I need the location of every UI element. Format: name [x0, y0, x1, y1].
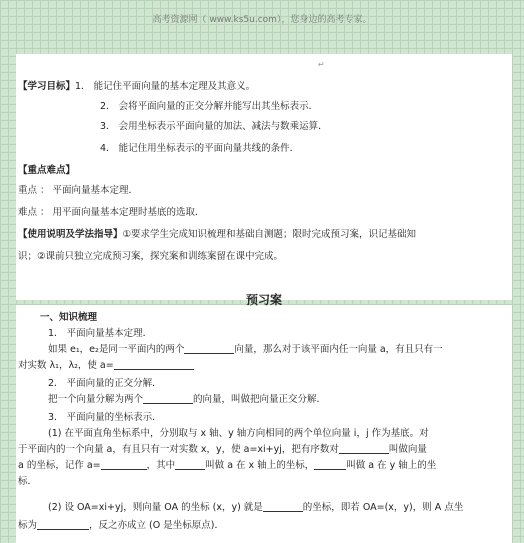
fill-blank-1[interactable]	[184, 343, 234, 354]
preview-title: 预习案	[245, 293, 282, 307]
fill-blank-7[interactable]	[314, 459, 346, 470]
key-point-text: 重点 ： 平面向量基本定理．	[18, 185, 139, 196]
item-3-line-c: a 的坐标，记作 a= ，其中 叫做 a 在 x 轴上的坐标， 叫做 a 在 y 轴上的坐	[18, 460, 437, 471]
learning-goals-line-4: 4． 能记住用坐标表示的平面向量共线的条件．	[100, 143, 300, 154]
fill-blank-2[interactable]	[114, 359, 194, 370]
learning-goals-line-1: 【学习目标】1． 能记住平面向量的基本定理及其意义。	[18, 81, 256, 92]
knowledge-section-heading: 一、知识梳理	[40, 312, 98, 323]
item-3-line-d: 标．	[18, 476, 38, 487]
learning-goals-line-2: 2． 会将平面向量的正交分解并能写出其坐标表示．	[100, 101, 319, 112]
fill-blank-5[interactable]	[101, 459, 147, 470]
usage-label: 【使用说明及学法指导】	[18, 229, 123, 240]
fill-blank-4[interactable]	[339, 443, 389, 454]
paragraph-mark: ↵	[318, 60, 325, 69]
key-points-label: 【重点难点】	[18, 165, 76, 176]
item-2-heading: 2． 平面向量的正交分解．	[48, 378, 162, 389]
document-page-bottom	[16, 293, 512, 543]
item-1-line-b: 对实数 λ₁，λ₂，使 a=	[18, 357, 194, 371]
fill-blank-3[interactable]	[143, 393, 193, 404]
item-3-line-a: (1) 在平面直角坐标系中，分别取与 x 轴、y 轴方向相同的两个单位向量 i，j 作为基底。对	[48, 428, 429, 439]
document-header	[0, 0, 524, 40]
usage-instructions-line-1: 【使用说明及学法指导】①要求学生完成知识梳理和基础自测题；限时完成预习案，识记基础知	[18, 229, 417, 240]
fill-blank-9[interactable]	[37, 519, 89, 530]
fill-blank-8[interactable]	[263, 501, 303, 512]
item-3-line-b: 于平面内的一个向量 a，有且只有一对实数 x，y，使 a=xi+yj，把有序数对 叫做向量	[18, 444, 427, 455]
item-2-line-a: 把一个向量分解为两个 的向量，叫做把向量正交分解．	[48, 394, 327, 405]
learning-goals-label: 【学习目标】	[18, 81, 76, 92]
item-1-line-a: 如果 e₁，e₂是同一平面内的两个 向量，那么对于该平面内任一向量 a，有且只有一	[48, 344, 443, 355]
item-3-heading: 3． 平面向量的坐标表示．	[48, 412, 162, 423]
hard-point-text: 难点 ： 用平面向量基本定理时基底的选取．	[18, 207, 205, 218]
usage-instructions-line-2: 识；②课前只独立完成预习案，探究案和训练案留在课中完成。	[18, 251, 284, 262]
header-text: 高考资源网（ www.ks5u.com），您身边的高考专家。	[152, 15, 372, 25]
item-1-heading: 1． 平面向量基本定理．	[48, 328, 153, 339]
learning-goals-line-3: 3． 会用坐标表示平面向量的加法、减法与数乘运算．	[100, 121, 328, 132]
document-page-top	[16, 54, 512, 300]
item-3-line-f: 标为 ，反之亦成立 (O 是坐标原点)．	[18, 520, 224, 531]
item-3-line-e: (2) 设 OA=xi+yj，则向量 OA 的坐标 (x，y) 就是 的坐标，即若 OA=(x，y)，则 A 点坐	[48, 502, 464, 513]
fill-blank-6[interactable]	[175, 459, 205, 470]
